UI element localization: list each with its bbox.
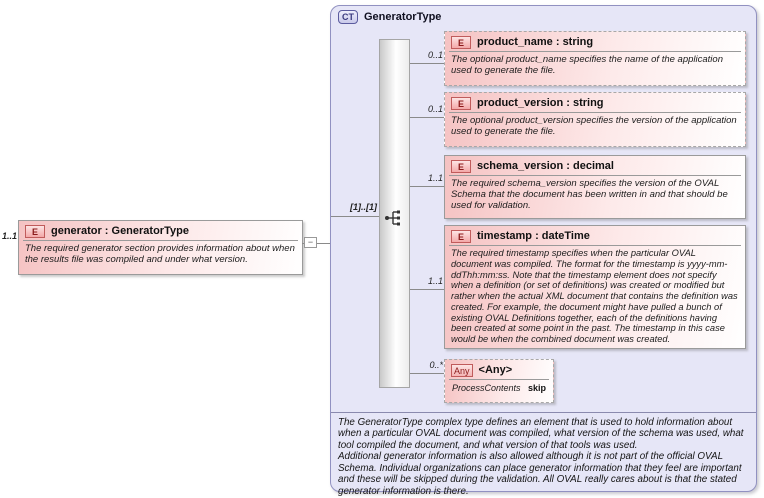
element-icon: E <box>451 36 471 49</box>
element-description: The optional product_version specifies the version of the application used to generate the file. <box>451 115 737 138</box>
connector-line <box>410 186 444 187</box>
element-icon: E <box>25 225 45 238</box>
complex-type-annotation <box>331 412 756 497</box>
sequence-icon <box>384 208 406 228</box>
group-cardinality: [1]..[1] <box>350 202 377 212</box>
element-title-row <box>445 32 745 51</box>
element-icon: E <box>451 230 471 243</box>
element-description: The required timestamp specifies when the particular OVAL document was compiled. The format for the timestamp is yyyy-mm-ddThh:mm:ss. Note that the timestamp element does not specify when a definition (or set of definitions) was created or modified but rather when the actual XML document that contains the definition was created. For example, the document might have pulled a bunch of existing OVAL Definitions together, each of the definitions having been created at some point in the past. The timestamp in this case would be when the combined document was created. <box>451 248 738 345</box>
root-element-title: generator : GeneratorType <box>51 225 189 237</box>
collapse-toggle-icon[interactable]: − <box>304 237 317 248</box>
element-icon: E <box>451 97 471 110</box>
child-cardinality: 0..1 <box>427 50 443 60</box>
child-cardinality: 0..1 <box>427 104 443 114</box>
element-title-row <box>445 156 745 175</box>
element-title-row <box>445 93 745 112</box>
connector-line <box>410 373 444 374</box>
connector-line <box>331 216 379 217</box>
complex-type-icon: CT <box>338 10 358 24</box>
element-title: product_version : string <box>477 97 604 109</box>
root-element-description: The required generator section provides information about when the results file was compiled and under what version. <box>25 243 295 266</box>
root-element-title-row <box>19 221 302 240</box>
complex-type-container <box>330 5 757 497</box>
element-title-row <box>445 360 553 379</box>
element-title: timestamp : dateTime <box>477 230 590 242</box>
element-title-row <box>445 226 745 245</box>
sequence-bar <box>379 39 410 388</box>
connector-line <box>410 289 444 290</box>
connector-line <box>410 63 444 64</box>
root-element-box[interactable] <box>18 220 303 275</box>
root-element-cardinality: 1..1 <box>2 231 18 241</box>
element-icon: E <box>451 160 471 173</box>
element-box-product-name[interactable] <box>444 31 746 86</box>
process-contents-row <box>445 380 553 393</box>
child-cardinality: 0..* <box>429 360 443 370</box>
any-icon: Any <box>451 364 473 377</box>
annotation-paragraph: Additional generator information is also allowed although it is not part of the official OVAL Schema. Individual organizations can place generator information that they feel are important and these will be skipped during the validation. All OVAL really cares about is that the stated generator information is there. <box>338 451 742 497</box>
element-title: schema_version : decimal <box>477 160 614 172</box>
element-title: <Any> <box>478 364 513 376</box>
element-box-any[interactable] <box>444 359 554 403</box>
process-contents-label: ProcessContents <box>452 383 521 393</box>
element-description: The optional product_name specifies the name of the application used to generate the file. <box>451 54 723 77</box>
complex-type-title: GeneratorType <box>364 11 442 23</box>
complex-type-header <box>338 10 441 24</box>
element-description: The required schema_version specifies the version of the OVAL Schema that the document has been written in and that should be used for validation. <box>451 178 728 212</box>
annotation-paragraph: The GeneratorType complex type defines an element that is used to hold information about when a particular OVAL document was compiled, what version of the schema was used, what tool compiled the document, and what version of that tools was used. <box>338 417 744 451</box>
connector-line <box>410 117 444 118</box>
child-cardinality: 1..1 <box>427 173 443 183</box>
element-box-product-version[interactable] <box>444 92 746 147</box>
process-contents-value: skip <box>527 383 546 393</box>
element-title: product_name : string <box>477 36 594 48</box>
element-box-timestamp[interactable] <box>444 225 746 349</box>
child-cardinality: 1..1 <box>427 276 443 286</box>
element-box-schema-version[interactable] <box>444 155 746 219</box>
